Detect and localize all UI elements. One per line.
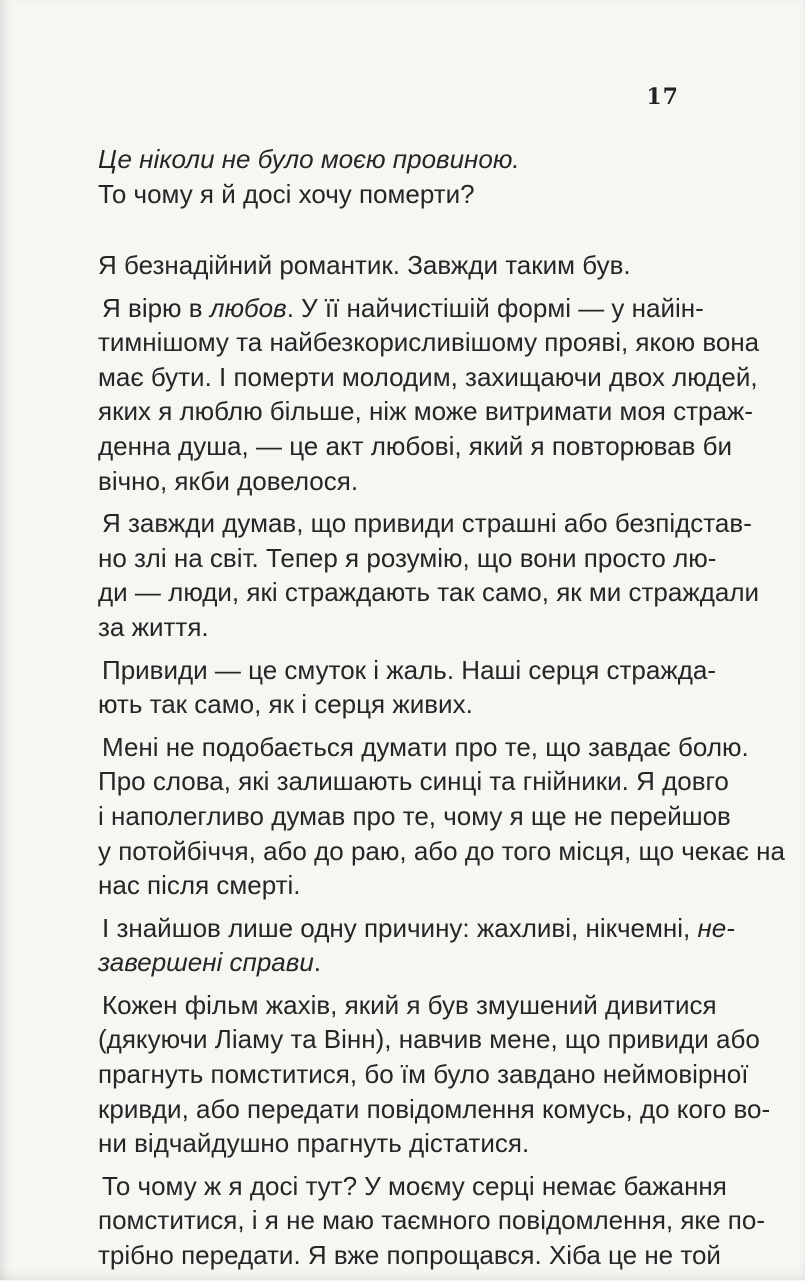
text-line: Мені не подобається думати про те, що завдає болю.	[102, 731, 749, 762]
paragraph-5	[98, 730, 785, 903]
text-line: денна душа, — це акт любові, який я повторював би	[98, 430, 733, 461]
paragraph-7	[98, 988, 771, 1161]
text-line: тимнішому та найбезкорисливішому прояві, якою вона	[98, 327, 760, 358]
text-line: трібно передати. Я вже попрощався. Хіба це не той	[98, 1240, 721, 1271]
paragraph-1	[98, 248, 682, 283]
italic-word: любов	[209, 292, 287, 323]
paragraph-8	[98, 1169, 765, 1273]
text-line: прагнуть помститися, бо їм було завдано неймовірної	[98, 1059, 749, 1090]
epigraph	[98, 142, 682, 211]
text-line: ють так само, як і серця живих.	[98, 689, 473, 720]
text-line	[98, 291, 704, 326]
text-line: вічно, якби довелося.	[98, 465, 359, 496]
text-run: Я вірю в	[102, 292, 210, 323]
text-line: нас після смерті.	[98, 870, 301, 901]
body-text	[98, 248, 785, 1281]
text-line: кривди, або передати повідомлення комусь, до кого во-	[98, 1093, 771, 1124]
text-line	[98, 911, 735, 946]
text-line: Я завжди думав, що привиди страшні або безпідстав-	[102, 508, 752, 539]
text-line: ни відчайдушно прагнуть дістатися.	[98, 1128, 530, 1159]
text-line: Я безнадійний романтик. Завжди таким був.	[98, 250, 631, 280]
text-line: но злі на світ. Тепер я розумію, що вони просто лю-	[98, 542, 717, 573]
text-run: . У її найчистішій формі — у найін-	[286, 292, 704, 323]
text-run: І знайшов лише одну причину: жахливі, нікчемні,	[102, 912, 698, 943]
paragraph-3	[98, 506, 760, 644]
page-number: 17	[646, 84, 679, 110]
text-line: ди — люди, які страждають так само, як ми страждали	[98, 577, 760, 608]
paragraph-4	[98, 653, 717, 722]
text-run: .	[313, 947, 322, 978]
text-line: Привиди — це смуток і жаль. Наші серця стражда-	[102, 654, 717, 685]
epigraph-italic-line: Це ніколи не було моєю провиною.	[98, 144, 520, 174]
text-line: Кожен фільм жахів, який я був змушений дивитися	[102, 989, 717, 1020]
text-line: Про слова, які залишають синці та гнійники. Я довго	[98, 766, 729, 797]
text-line: у потойбіччя, або до раю, або до того місця, що чекає на	[98, 835, 785, 866]
text-line: за життя.	[98, 611, 209, 642]
text-line: (дякуючи Ліаму та Вінн), навчив мене, що привиди або	[98, 1024, 760, 1055]
text-line: і наполегливо думав про те, чому я ще не перейшов	[98, 800, 731, 831]
text-line: яких я люблю більше, ніж може витримати моя страж-	[98, 396, 753, 427]
text-line	[98, 945, 682, 980]
epigraph-line: То чому я й досі хочу померти?	[98, 178, 475, 209]
paragraph-6	[98, 911, 735, 980]
text-line: помститися, і я не маю таємного повідомлення, яке по-	[98, 1205, 765, 1236]
text-line: має бути. І померти молодим, захищаючи двох людей,	[98, 361, 758, 392]
epigraph-line	[98, 142, 682, 177]
paragraph-2	[98, 291, 760, 499]
italic-word: не-	[697, 912, 735, 943]
italic-phrase: завершені справи	[98, 947, 314, 978]
text-line: То чому ж я досі тут? У моєму серці немає бажання	[102, 1170, 727, 1201]
